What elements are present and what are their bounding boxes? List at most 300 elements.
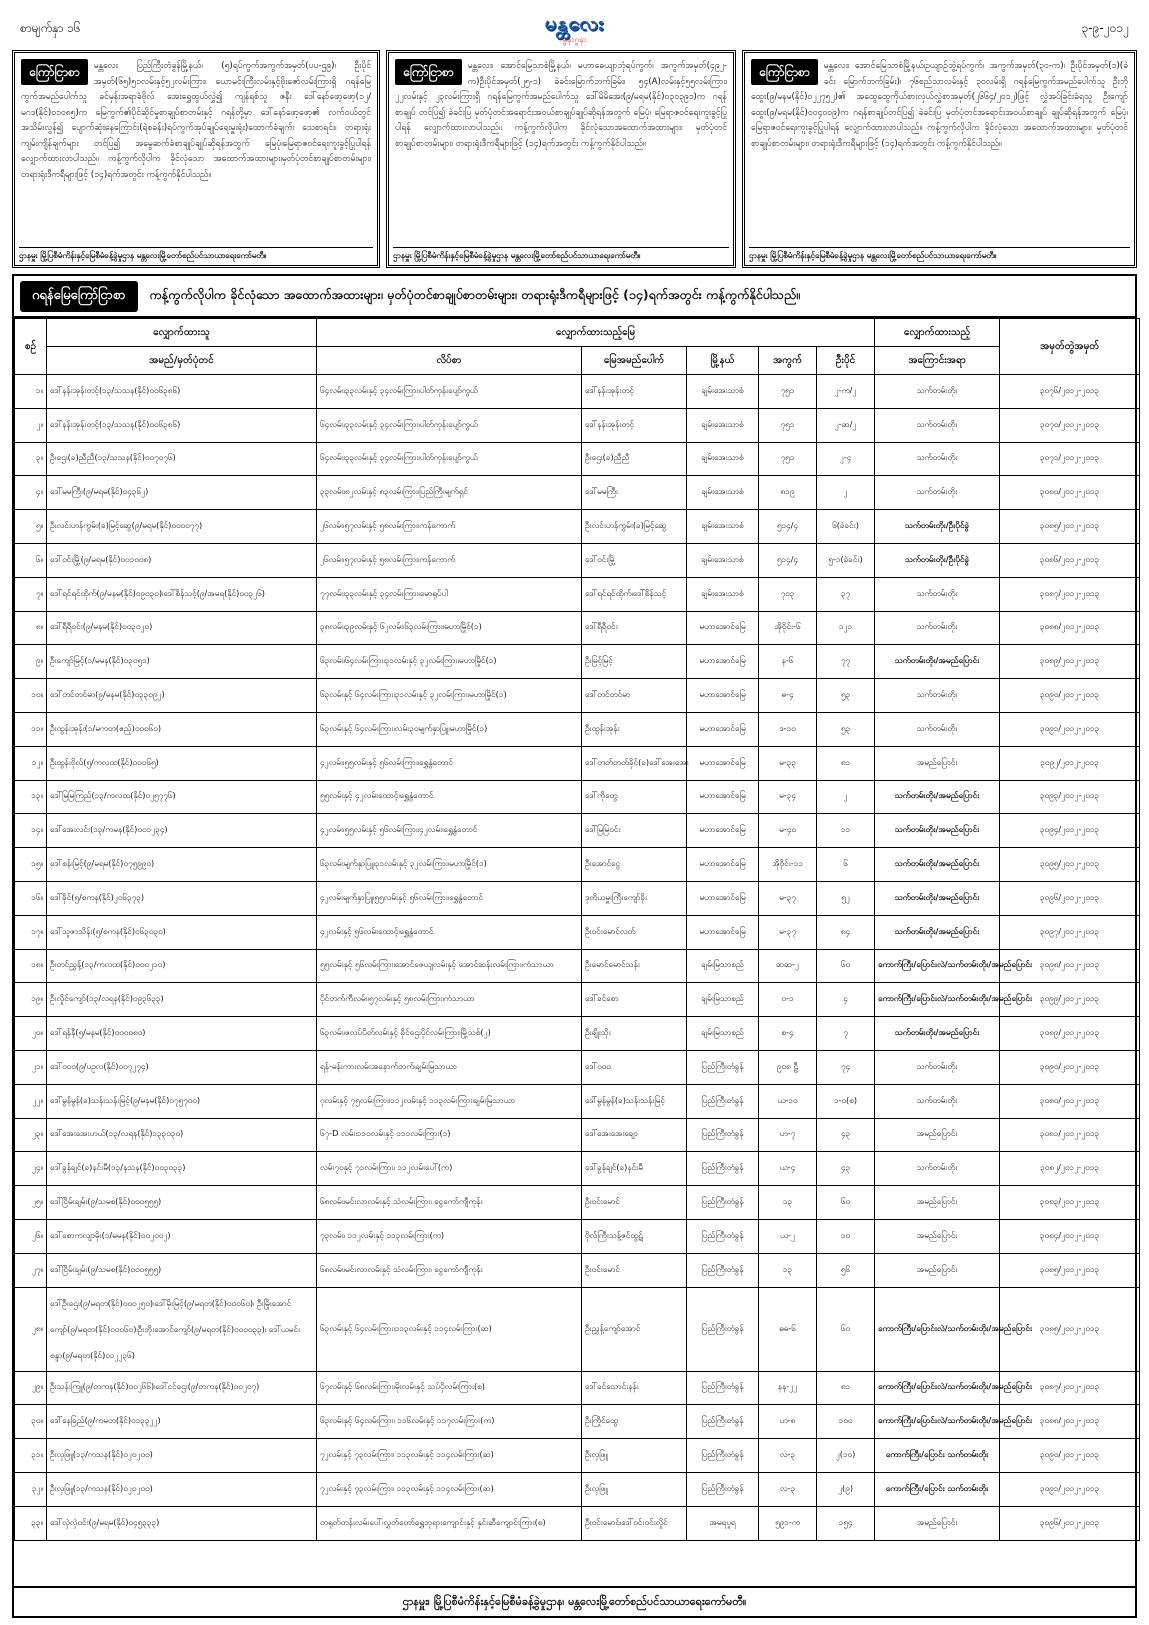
cell-owner: ဒေါ်မွန်မွန်(ခ)သန်းသန်းမြင့် [582, 1084, 687, 1118]
cell-reason: ကောက်ကြီး/ပြောင်းလဲ/သက်တမ်းတိုး/အမည်ပြောင်း [875, 1371, 1000, 1405]
cell-address: ရန်-မန်းကားလမ်းအနောက်ဘက်၊ချမ်းမြသာယာ [317, 1050, 582, 1084]
cell-address: ၇၇လမ်း၊၃၃လမ်းနှင့် ၃၄လမ်းကြား၊မောရုပ်ပါ [317, 577, 582, 611]
cell-applicant: ဦးကျော်မြင့်(၁/မမန(နိုင်)၀၃၀၅၁) [47, 645, 317, 679]
cell-applicant: ဒေါ်နန်းအုန်းတင့်(၁၃/သသန(နိုင်)၀၀၆၃၈၆) [47, 375, 317, 409]
table-row [15, 848, 1140, 882]
cell-plot: ၇၀၃ [759, 577, 817, 611]
cell-ref: ၃၀၉၀/၂၀၁၂-၂၀၁၃ [1000, 679, 1140, 713]
cell-ref: ၃၀၉၀/၂၀၁၂-၂၀၁၃ [1000, 1050, 1140, 1084]
cell-reason: သက်တမ်းတိုး/အမည်ပြောင်း [875, 1017, 1000, 1051]
notice-1 [12, 50, 380, 268]
cell-address: ဂုလမ်းနှင့် ၇၅လမ်းကြား၊၁၁၂လမ်းနှင့် ၁၁၃လမ်းကြား၊ချမ်းမြသာယာ [317, 1084, 582, 1118]
table-row [15, 1253, 1140, 1287]
cell-address: ၂၆လမ်း၊၅၇လမ်းနှင့် ၅၈လမ်းကြား၊ကန်ကောက် [317, 510, 582, 544]
cell-applicant: ဦးလှဖြူ(၁၃/ကသန(နိုင်)၀၂၀၂၀၀) [47, 1472, 317, 1506]
cell-reason: ကောက်ကြီး/ပြောင်း သက်တမ်းတိုး [875, 1472, 1000, 1506]
cell-holding: ၄၃ [817, 1152, 875, 1186]
cell-applicant: ဦးဌေး(ခ)ညီညီ(၁၃/သသန(နိုင်)၀၀၇၀၇၆) [47, 442, 317, 476]
cell-reason: ကောက်ကြီး/ပြောင်းလဲ/သက်တမ်းတိုး/အမည်ပြောင်း [875, 949, 1000, 983]
cell-ref: ၃၀၈၈/၂၀၁၂-၂၀၁၃ [1000, 1405, 1140, 1439]
cell-owner: ဦးအောင်ငွေ [582, 848, 687, 882]
cell-address: ၅၅လမ်းနှင့် ၅၆လမ်းကြား၊အောင်ဇေယျလမ်းနှင့် အောင်ဆန်းလမ်းကြား၊ကံသာယာ [317, 949, 582, 983]
cell-applicant: ဒေါ်ရန်နီ(၅/မနမ(နိုင်)၀၀၀၀၈၀) [47, 1017, 317, 1051]
cell-applicant: ဒေါ်ခိုင်(၅/စကန(နိုင်)၂၀၆၃၇၃) [47, 881, 317, 915]
cell-township: ပြည်ကြီးတံခွန် [687, 1219, 759, 1253]
cell-applicant: ဒေါ်ဝင်းမြို့(၉/မရမ(နိုင်)၀၀၁၀၀၈) [47, 543, 317, 577]
cell-plot: လ-၃ [759, 1439, 817, 1473]
cell-applicant: ဦးလှဖြူ(၁၃/ကသန(နိုင်)၀၂၀၂၀၀) [47, 1439, 317, 1473]
cell-reason: သက်တမ်းတိုး [875, 476, 1000, 510]
cell-holding: ၆(ခဲခင်း) [817, 510, 875, 544]
cell-address: ၄၂လမ်းမျက်နှာပြူ၊၅၅လမ်းနှင့် ၅၆လမ်းကြား၊ရွှေနွံတောင် [317, 881, 582, 915]
cell-township: မဟာအောင်မြေ [687, 712, 759, 746]
cell-owner: ဦးလင်းဟန်ကွမ်း(ခ)မြင့်ဆွေ [582, 510, 687, 544]
cell-reason: သက်တမ်းတိုး [875, 611, 1000, 645]
page-number: စာမျက်နှာ ၁၆ [20, 21, 81, 35]
cell-ref: ၃၀၈၃/၂၀၁၂-၂၀၁၃ [1000, 1186, 1140, 1220]
cell-no: ၄။ [15, 476, 47, 510]
cell-reason: ကောက်ကြီး/ပြောင်းလဲ/သက်တမ်းတိုး/အမည်ပြောင်း [875, 1405, 1000, 1439]
cell-township: မဟာအောင်မြေ [687, 780, 759, 814]
cell-ref: ၃၀၉၅/၂၀၁၂-၂၀၁၃ [1000, 848, 1140, 882]
cell-owner: ဒေါ်နန်းအုန်းတင့် [582, 408, 687, 442]
cell-applicant: ဦးသန်းကြူ(၉/တကန(နိုင်)၀၀၂၆၆)၊ဒေါ်ငင်ဌေး(၉/တကန(နိုင်)၀၀၂၀၇) [47, 1371, 317, 1405]
cell-applicant: ဒေါ်ရီရီဝင်း(၉/မနမ(နိုင်)၀၀၃၀၂၀) [47, 611, 317, 645]
cell-reason: ကောက်ကြီး/ပြောင်းလဲ/သက်တမ်းတိုး/အမည်ပြောင်း [875, 1287, 1000, 1371]
cell-township: ချမ်းမြသာစည် [687, 983, 759, 1017]
cell-address: ၇၃လမ်း၊ ၁၁၂လမ်းနှင့် ၁၁၃လမ်းကြား(က) [317, 1219, 582, 1253]
cell-plot: ၇၅၁ [759, 442, 817, 476]
cell-ref: ၃၀၉၃/၂၀၁၂-၂၀၁၃ [1000, 780, 1140, 814]
cell-reason: သက်တမ်းတိုး [875, 375, 1000, 409]
cell-address: ၆၄လမ်း၊၃၃လမ်းနှင့် ၃၄လမ်းကြား၊ပါတ်ကုန်းပျော်ကွယ် [317, 442, 582, 476]
cell-plot: ဒ-၁၀ [759, 712, 817, 746]
cell-owner: ဦးညွှန့်ကျော်အောင် [582, 1287, 687, 1371]
cell-plot: ဝ-၁ [759, 983, 817, 1017]
table-row [15, 1050, 1140, 1084]
cell-applicant: ဒေါ်အေးလင်း(၁၃/ကမန(နိုင်)၀၀၁၂၃၄) [47, 814, 317, 848]
table-row [15, 712, 1140, 746]
cell-address: ၆၃လမ်းနှင့် ၆၄လမ်းကြား၊၃၁လမ်းနှင့် ၃၂လမ်းကြား၊မဟာမြိုင်(၁) [317, 679, 582, 713]
cell-ref: ၃၀၉၁/၂၀၁၂-၂၀၁၃ [1000, 1472, 1140, 1506]
cell-ref: ၃၀၉၆/၂၀၁၂-၂၀၁၃ [1000, 1506, 1140, 1540]
cell-reason: သက်တမ်းတိုး/အမည်ပြောင်း [875, 780, 1000, 814]
cell-address: ၄၂လမ်းနှင့် ၅၆လမ်းထောင့်၊ရွှေနွံတောင် [317, 915, 582, 949]
col-reason: လျှောက်ထားသည့် [875, 319, 1000, 347]
cell-reason: သက်တမ်းတိုး/အမည်ပြောင်း [875, 814, 1000, 848]
cell-township: မဟာအောင်မြေ [687, 645, 759, 679]
cell-no: ၁၃။ [15, 780, 47, 814]
cell-owner: ဒေါ်မြမြဝင်း [582, 814, 687, 848]
cell-township: ပြည်ကြီးတံခွန် [687, 1050, 759, 1084]
cell-no: ၅။ [15, 510, 47, 544]
cell-holding: ၂ [817, 476, 875, 510]
col-applicant-sub: အမည်/မှတ်ပုံတင် [47, 347, 317, 375]
cell-ref: ၃၀၈၀/၂၀၁၂-၂၀၁၃ [1000, 476, 1140, 510]
page-header [12, 8, 1137, 48]
cell-holding: ၁၀ [817, 1219, 875, 1253]
cell-holding: ၁၀၀ [817, 1405, 875, 1439]
cell-township: ပြည်ကြီးတံခွန် [687, 1405, 759, 1439]
table-row [15, 476, 1140, 510]
cell-owner: ဒေါ်ဝင်းမြို့ [582, 543, 687, 577]
cell-applicant: ဒေါ်ခွန်ချင်(ခ)နင်းမီ(၁၃/နသန(နိုင်)၀၀၃၀၃၃) [47, 1152, 317, 1186]
cell-holding: ၄ [817, 983, 875, 1017]
cell-no: ၁၅။ [15, 848, 47, 882]
table-row [15, 915, 1140, 949]
table-row [15, 1219, 1140, 1253]
cell-holding: ၁၂၁ [817, 611, 875, 645]
cell-owner: ဦးလှဖြူ [582, 1472, 687, 1506]
cell-no: ၁၀။ [15, 679, 47, 713]
cell-plot: မ-၃၄ [759, 780, 817, 814]
cell-address: ၆၃လမ်းနှင့် ၆၄လမ်းကြား၊လမ်း၃၀မျက်နှာပြူ၊မဟာမြိုင်(၁) [317, 712, 582, 746]
cell-ref: ၃၀၈၆/၂၀၁၂-၂၀၁၃ [1000, 543, 1140, 577]
cell-reason: သက်တမ်းတိုး [875, 577, 1000, 611]
notice-footer: ဌာနမှူး မြို့ပြစီမံကိန်းနှင့်မြေစီမံခန့်ခွဲမှုဌာန မန္တလေးမြို့တော်စည်ပင်သာယာရေးကော်မတီ။ [19, 247, 373, 262]
cell-no: ၆။ [15, 543, 47, 577]
cell-applicant: ဒေါ်အေးအေးဟယ်(၁၃/လရန(နိုင်)၁၃၃၀၃၀) [47, 1118, 317, 1152]
cell-holding: ၃၇ [817, 577, 875, 611]
cell-township: ပြည်ကြီးတံခွန် [687, 1371, 759, 1405]
cell-no: ၃၀။ [15, 1405, 47, 1439]
notice-footer: ဌာနမှူး မြို့ပြစီမံကိန်းနှင့်မြေစီမံခန့်ခွဲမှုဌာန မန္တလေးမြို့တော်စည်ပင်သာယာရေးကော်မတီ။ [393, 247, 729, 262]
cell-address: လမ်း၇၀နှင့် ၇၁လမ်းကြား၊ ၁၁၂လမ်းပေါ်(က) [317, 1152, 582, 1186]
cell-plot: ၈၁၉ [759, 476, 817, 510]
notice-body: မန္တလေး၊ အောင်မြေသာစံမြို့နယ်၊ မဟာဓေယျာဘုံရပ်ကွက်၊ အကွက်အမှတ်(၄၉၂-က)ဦးပိုင်အမှတ်(၂၅-၁) ခဲခင်းမြောက်ဘက်ခြမ်း၊ ၅၄(A)လမ်းနှင့်၅၅လမ်းကြား၊ ၂၂လမ်းနှင့် ၂၃လမ်းကြားရှိ ဂရန်မြေကွက်အမည်ပေါက်သူ ဒေါ်မိမိအေး(၉/မရမ(နိုင်)၀၃၀၃၉၁)က ဂရန်စာချုပ် တင်ပြ၍ ခဲခင်းပြ မှတ်ပုံတင်အရောင်းအဝယ်စာချုပ်ချုပ်ဆိုရန်အတွက် မြေပုံ၊ မြေရာဇဝင်ရေးကူးခွင့်ပြုပါရန် လျှောက်ထားလာပါသည်။ ကန့်ကွက်လိုပါက ခိုင်လုံသောအထောက်အထားများ၊ မှတ်ပုံတင်စာချုပ်စာတမ်းများ၊ တရားရုံးဒီကရီများဖြင့် (၁၄)ရက်အတွင်း ကန့်ကွက်နိုင်ပါသည်။ [395, 61, 727, 149]
cell-applicant: ဒေါ်မွန်မွန်(ခ)သန်းသန်းမြင့်(၉/မနမ(နိုင်)၀၇၅၇၀၀) [47, 1084, 317, 1118]
cell-no: ၂။ [15, 408, 47, 442]
cell-plot: ယ-၄ [759, 1152, 817, 1186]
cell-owner: ဦးချိုးသိုး [582, 1017, 687, 1051]
cell-holding: ၆၀ [817, 1186, 875, 1220]
cell-owner: ဗိုလ်ကြီးသန့်ဇင်ထွဋ် [582, 1219, 687, 1253]
cell-address: တရုတ်တန်းလမ်းပေါ်၊လွှတ်တော်ရွှေဘုရားကျောင်းနှင့် နှင်းဆီကျောင်းကြား(စ) [317, 1506, 582, 1540]
cell-township: ချမ်းအေးသာစံ [687, 408, 759, 442]
cell-owner: ဦးဝင်းမောင်၊ဒေါ်ဝင်းဝင်းလှိုင် [582, 1506, 687, 1540]
issue-date: ၃-၉-၂၀၁၂ [1081, 21, 1129, 35]
cell-plot: လ-၃ [759, 1472, 817, 1506]
cell-reason: သက်တမ်းတိုး [875, 1152, 1000, 1186]
cell-no: ၂၅။ [15, 1186, 47, 1220]
table-row [15, 408, 1140, 442]
notice-badge: ကြော်ငြာစာ [751, 59, 818, 85]
cell-holding: ၁၁ [817, 814, 875, 848]
header-row-1 [15, 319, 1140, 347]
cell-address: ၇၂လမ်းနှင့် ၇၃လမ်းကြား၊ ၁၁၃လမ်းနှင့် ၁၁၄လမ်းကြား(ဆ) [317, 1472, 582, 1506]
cell-holding: ၂-၄ [817, 442, 875, 476]
cell-plot: ယ-၁၀ [759, 1084, 817, 1118]
table-row [15, 577, 1140, 611]
cell-reason: သက်တမ်းတိုး [875, 1084, 1000, 1118]
cell-township: အမရပူရ [687, 1506, 759, 1540]
cell-ref: ၃၀၈၂/၂၀၁၂-၂၀၁၃ [1000, 1152, 1140, 1186]
cell-address: ၄၂လမ်း၊၅၅လမ်းနှင့် ၅၆လမ်းကြား၊ရွှေနွံတောင် [317, 746, 582, 780]
cell-owner: ဦးဝင်းမောင် [582, 1253, 687, 1287]
cell-ref: ၃၀၉၀/၂၀၁၂-၂၀၁၃ [1000, 1439, 1140, 1473]
cell-ref: ၃၀၈၉/၂၀၁၂-၂၀၁၃ [1000, 1017, 1140, 1051]
cell-ref: ၃၀၈၅/၂၀၁၂-၂၀၁၃ [1000, 510, 1140, 544]
cell-no: ၂၃။ [15, 1118, 47, 1152]
cell-address: ၆၃လမ်းနှင့် ၆၄လမ်းကြား၊၁၁၃လမ်းနှင့် ၁၁၄လမ်းကြား(ဆ) [317, 1287, 582, 1371]
cell-township: မဟာအောင်မြေ [687, 848, 759, 882]
cell-township: မဟာအောင်မြေ [687, 915, 759, 949]
register-table [14, 318, 1140, 1541]
cell-applicant: ဒေါ်စောကလျာမိုး(၁/မမန(နိုင်)၀၀၂၀၀၂) [47, 1219, 317, 1253]
cell-address: ၆၄လမ်း၊၃၃လမ်းနှင့် ၃၄လမ်းကြား၊ပါတ်ကုန်းပျော်ကွယ် [317, 408, 582, 442]
cell-no: ၃၂။ [15, 1472, 47, 1506]
table-row [15, 1405, 1140, 1439]
cell-ref: ၃၀၈၀/၂၀၁၂-၂၀၁၃ [1000, 1084, 1140, 1118]
register-body [15, 375, 1140, 1541]
cell-township: မဟာအောင်မြေ [687, 881, 759, 915]
cell-holding: ၄၃ [817, 1118, 875, 1152]
cell-ref: ၃၀၉၉/၂၀၁၂-၂၀၁၃ [1000, 983, 1140, 1017]
cell-ref: ၃၀၇၁/၂၀၁၂-၂၀၁၃ [1000, 442, 1140, 476]
cell-owner: ဦးဌေး(ခ)ညီညီ [582, 442, 687, 476]
cell-ref: ၃၀၈၄/၂၀၁၂-၂၀၁၃ [1000, 1219, 1140, 1253]
col-reason-sub: အကြောင်းအရာ [875, 347, 1000, 375]
table-row [15, 780, 1140, 814]
cell-reason: သက်တမ်းတိုး [875, 442, 1000, 476]
cell-reason: သက်တမ်းတိုး/အမည်ပြောင်း [875, 881, 1000, 915]
table-row [15, 442, 1140, 476]
table-row [15, 1439, 1140, 1473]
cell-ref: ၃၀၈၈/၂၀၁၂-၂၀၁၃ [1000, 611, 1140, 645]
cell-reason: ကောက်ကြီး/ပြောင်းလဲ/သက်တမ်းတိုး/အမည်ပြောင်း [875, 983, 1000, 1017]
table-row [15, 543, 1140, 577]
cell-ref: ၃၀၈၁/၂၀၁၂-၂၀၁၃ [1000, 1118, 1140, 1152]
cell-no: ၂၁။ [15, 1050, 47, 1084]
cell-plot: အိုဝိုင်း-၆ [759, 611, 817, 645]
cell-township: ပြည်ကြီးတံခွန် [687, 1118, 759, 1152]
cell-owner: ဒေါ်မမကြီး [582, 476, 687, 510]
cell-plot: မ-၃၃ [759, 746, 817, 780]
cell-township: ချမ်းအေးသာစံ [687, 510, 759, 544]
cell-reason: သက်တမ်းတိုး [875, 408, 1000, 442]
cell-address: ၆၄လမ်း၊၃၃လမ်းနှင့် ၃၄လမ်းကြား၊ပါတ်ကုန်းပျော်ကွယ် [317, 375, 582, 409]
cell-ref: ၃၀၉၈/၂၀၁၂-၂၀၁၃ [1000, 949, 1140, 983]
cell-township: ချမ်းအေးသာစံ [687, 442, 759, 476]
cell-plot: အိုဝိုင်း-၁၁ [759, 848, 817, 882]
cell-ref: ၃၀၉၄/၂၀၁၂-၂၀၁၃ [1000, 814, 1140, 848]
cell-township: ပြည်ကြီးတံခွန် [687, 1287, 759, 1371]
cell-plot: ဟ-၇ [759, 1118, 817, 1152]
cell-no: ၁၂။ [15, 746, 47, 780]
cell-township: မဟာအောင်မြေ [687, 611, 759, 645]
cell-holding: ၁-၀(စ) [817, 1084, 875, 1118]
cell-holding: ၂(၉) [817, 1472, 875, 1506]
cell-owner: ဒေါ်ခင်စော [582, 983, 687, 1017]
cell-no: ၁။ [15, 375, 47, 409]
cell-no: ၁၁။ [15, 712, 47, 746]
cell-address: ၆၃လမ်း၊၆၄လမ်းကြား၊၃၁လမ်းနှင့် ၃၂လမ်းကြား၊မဟာမြိုင်(၁) [317, 645, 582, 679]
cell-applicant: ဦးလှိုင်ကျော်(၁၃/လရန(နိုင်)၀၉၃၆၃၃) [47, 983, 317, 1017]
cell-owner: ဒေါ်ဝဝဝ [582, 1050, 687, 1084]
cell-holding: ၇၄ [817, 1050, 875, 1084]
cell-no: ၃။ [15, 442, 47, 476]
cell-owner: ဦးထွန်းအုန်း [582, 712, 687, 746]
cell-reason: သက်တမ်းတိုး [875, 1050, 1000, 1084]
cell-plot: ဓဓ-၆ [759, 1287, 817, 1371]
cell-reason: သက်တမ်းတိုး/ဦးပိုင်ခွဲ [875, 510, 1000, 544]
cell-plot: နန-၂၂ [759, 1371, 817, 1405]
cell-address: ၆၈လမ်း၊မင်းလာလမ်းနှင့် သံလမ်းကြား၊ ငွေကော်ကျီကုန်း [317, 1186, 582, 1220]
cell-reason: သက်တမ်းတိုး [875, 679, 1000, 713]
register-footer: ဌာနမှူး၊ မြို့ပြစီမံကိန်းနှင့်မြေစီမံခန့်ခွဲမှုဌာန၊ မန္တလေးမြို့တော်စည်ပင်သာယာရေးကော်မတီ။ [14, 1586, 1135, 1616]
cell-applicant: ဒေါ်ဝဝဝ(၉/ပဥလ(နိုင်)၀၀၇၂၇၄) [47, 1050, 317, 1084]
cell-no: ၂၄။ [15, 1152, 47, 1186]
cell-reason: သက်တမ်းတိုး/အမည်ပြောင်း [875, 848, 1000, 882]
cell-ref: ၃၀၇၆/၂၀၁၂-၂၀၁၃ [1000, 375, 1140, 409]
cell-no: ၁၈။ [15, 949, 47, 983]
cell-address: ၂၆လမ်း၊၅၇လမ်းနှင့် ၅၈လမ်းကြား၊ကန်ကောက် [317, 543, 582, 577]
cell-no: ၁၉။ [15, 983, 47, 1017]
table-row [15, 983, 1140, 1017]
table-row [15, 645, 1140, 679]
cell-owner: ဒုတိယမှူးကြီးကျော်ခိုး [582, 881, 687, 915]
notice-footer: ဌာနမှူး မြို့ပြစီမံကိန်းနှင့်မြေစီမံခန့်ခွဲမှုဌာန မန္တလေးမြို့တော်စည်ပင်သာယာရေးကော်မတီ။ [749, 247, 1130, 262]
cell-holding: ၅၂ [817, 881, 875, 915]
cell-holding: ၆ [817, 848, 875, 882]
cell-ref: ၃၀၈၇/၂၀၁၂-၂၀၁၃ [1000, 577, 1140, 611]
cell-ref: ၃၀၉၆/၂၀၁၂-၂၀၁၃ [1000, 881, 1140, 915]
cell-plot: စ-၄ [759, 1017, 817, 1051]
cell-address: ၇၂လမ်းနှင့် ၇၃လမ်းကြား၊ ၁၁၃လမ်းနှင့် ၁၁၄လမ်းကြား(ဆ) [317, 1439, 582, 1473]
cell-no: ၃၃။ [15, 1506, 47, 1540]
col-applicant: လျှောက်ထားသူ [47, 319, 317, 347]
col-township: မြို့နယ် [687, 347, 759, 375]
register-badge: ဂရန်မြေကြော်ငြာစာ [20, 281, 138, 312]
cell-no: ၁၆။ [15, 881, 47, 915]
cell-applicant: ဒေါ်နန်းအုန်းတင့်(၁၃/သသန(နိုင်)၀၀၆၃၈၆) [47, 408, 317, 442]
cell-owner: ဒေါ်ရင်ရင်ထိုက်၊ဒေါ်စိန်သင့် [582, 577, 687, 611]
cell-address: ၆၇-D လမ်း၊၁၁၀လမ်းနှင့် ၁၁၁လမ်းကြား(၁) [317, 1118, 582, 1152]
notice-2 [386, 50, 736, 268]
cell-holding: ၅၆ [817, 1253, 875, 1287]
cell-owner: ဦးလှဖြူ [582, 1439, 687, 1473]
cell-owner: ဒေါ်ကိုတွေ [582, 780, 687, 814]
cell-holding: ၅၃ [817, 679, 875, 713]
table-row [15, 1371, 1140, 1405]
cell-no: ၂၀။ [15, 1017, 47, 1051]
table-row [15, 1118, 1140, 1152]
cell-no: ၈။ [15, 611, 47, 645]
cell-owner: ဒေါ်ရီရီဝင်း [582, 611, 687, 645]
cell-no: ၂၉။ [15, 1371, 47, 1405]
table-row [15, 1017, 1140, 1051]
table-row [15, 814, 1140, 848]
cell-holding: ၂-ဆ/၂ [817, 408, 875, 442]
cell-plot: န-၆ [759, 645, 817, 679]
cell-township: ချမ်းမြသာစည် [687, 1017, 759, 1051]
table-row [15, 949, 1140, 983]
cell-holding: ၈၄ [817, 915, 875, 949]
cell-plot: ၇၅၁ [759, 408, 817, 442]
register-heading [14, 276, 1135, 318]
cell-township: ပြည်ကြီးတံခွန် [687, 1186, 759, 1220]
cell-address: ၄၂လမ်း၊၅၅လမ်းနှင့် ၅၆လမ်းကြား၊၄၂လမ်း၊ရွှေနွံတောင် [317, 814, 582, 848]
notice-body: မန္တလေး ပြည်ကြီးတံခွန်မြို့နယ်၊ (၅)ရပ်ကွက်အကွက်အမှတ်(ပပ-ဌ၉)၊ ဦးပိုင်အမှတ်(၆၅)၅၁လမ်းနှင့်၅၂လမ်းကြား၊ ယောမင်းကြီးလမ်းနှင့်ဗိုးဇော်လမ်းကြားရှိ ဂရန်မြေကွက်အမည်ပေါက်သူ ခင်မှန်းအရာခံဗိုလ် အေးရွှေထွယ်လွှဲ၍ ကျန်ရစ်သူ ဇနီး ဒေါ်နော်ဖော့ဖော့(၁၂/မဂဒ(နိုင်)၀၁၀၈၅)က မြေကွက်၏ပိုင်ဆိုင်မှုစာချုပ်စာတမ်းနှင့် ဂရန်တို့မှာ ဒေါ်နော်ဖော့ဖော့၏ လက်ဝယ်တွင် အသိမ်းလွန်၍ ပျောက်ဆုံးနေကြောင်း(ရဲစခန်း)ရပ်ကွက်အုပ်ချုပ်ရေးမှူးရုံး)ထောက်ခံချက်၊ သေစာရင်း၊ တရားရုံးကျမ်းကျိန်ချက်များ တင်ပြ၍ အမွေဆက်ခံစာချုပ်ချုပ်ဆိုရန်အတွက် မြေပုံ၊မြေရာဇဝင်ရေးကူးခွင့်ပြုပါရန် လျှောက်ထားလာပါသည်။ ကန့်ကွက်လိုပါက ခိုင်လုံသော အထောက်အထားများ၊မှတ်ပုံတင်စာချုပ်စာတမ်းများ၊ တရားရုံးဒီကရီများဖြင့် (၁၄)ရက်အတွင်း ကန့်ကွက်နိုင်ပါသည်။ [21, 61, 371, 180]
cell-owner: ဦးမောင်မောင်သန်း [582, 949, 687, 983]
cell-plot: ဟ-၈ [759, 1405, 817, 1439]
cell-ref: ၃၀၈၅/၂၀၁၂-၂၀၁၃ [1000, 1253, 1140, 1287]
cell-plot: ၅၁၄/၄ [759, 543, 817, 577]
register-title: ကန့်ကွက်လိုပါက ခိုင်လုံသော အထောက်အထားများ၊ မှတ်ပုံတင်စာချုပ်စာတမ်းများ၊ တရားရုံးဒီကရီများဖြင့် (၁၄)ရက်အတွင်း ကန့်ကွက်နိုင်ပါသည်။ [149, 286, 800, 302]
cell-holding: ၂ [817, 780, 875, 814]
cell-reason: သက်တမ်းတိုး/အမည်ပြောင်း [875, 915, 1000, 949]
cell-owner: ဦးဝင်းမောင် [582, 1186, 687, 1220]
notice-section [12, 50, 1137, 268]
table-row [15, 375, 1140, 409]
col-plot: အကွက် [759, 347, 817, 375]
col-holding: ဦးပိုင် [817, 347, 875, 375]
notice-badge: ကြော်ငြာစာ [21, 59, 88, 85]
col-land: လျှောက်ထားသည့်မြေ [317, 319, 875, 347]
cell-applicant: ဒေါ်တင်တင်မာ(၉/မနမ(နိုင်)၀၃၃၀၉၂) [47, 679, 317, 713]
cell-address: ၆၈လမ်း၊မင်းလာလမ်းနှင့် သံလမ်းကြား၊ ငွေကော်ကျီကုန်း [317, 1253, 582, 1287]
cell-township: မဟာအောင်မြေ [687, 746, 759, 780]
cell-owner: ဒေါ်ခင်သောင်းနန်း [582, 1371, 687, 1405]
cell-plot: ၅၁၄/၄ [759, 510, 817, 544]
cell-holding: ၇၇ [817, 645, 875, 679]
cell-township: ပြည်ကြီးတံခွန် [687, 1472, 759, 1506]
cell-owner: ဒေါ်တတ်တတ်ခိုင်(ခ)ဒေါ်အေးအေး [582, 746, 687, 780]
cell-owner: ဦးမြင့်မြင့် [582, 645, 687, 679]
col-no: စဉ် [15, 319, 47, 375]
cell-no: ၁၄။ [15, 814, 47, 848]
cell-applicant: ဒေါ်မြမြကြည်(၁၃/ကလထ(နိုင်)၀၂၅၇၇၆) [47, 780, 317, 814]
cell-ref: ၃၀၈၉/၂၀၁၂-၂၀၁၃ [1000, 645, 1140, 679]
cell-ref: ၃၀၉၁/၂၀၁၂-၂၀၁၃ [1000, 712, 1140, 746]
table-row [15, 611, 1140, 645]
cell-ref: ၃၀၉၇/၂၀၁၂-၂၀၁၃ [1000, 915, 1140, 949]
cell-holding: ၆၀ [817, 949, 875, 983]
cell-reason: ကောက်ကြီး/ပြောင်း သက်တမ်းတိုး [875, 1439, 1000, 1473]
cell-reason: သက်တမ်းတိုး/ဦးပိုင်ခွဲ [875, 543, 1000, 577]
cell-holding: ၆၀ [817, 1287, 875, 1371]
cell-plot: မ-၃၇ [759, 881, 817, 915]
cell-applicant: ဒေါ်သူဇာသိန်း(၅/စကန(နိုင်)၀၆၃၀၃၀) [47, 915, 317, 949]
cell-township: ပြည်ကြီးတံခွန် [687, 1084, 759, 1118]
cell-address: ၃၃လမ်း၊၈၂လမ်းနှင့် ၈၃လမ်းကြား၊ပြည်ကြီးမျက်ရှင် [317, 476, 582, 510]
cell-holding: ၁၅၄ [817, 1506, 875, 1540]
cell-plot: ၁၃ [759, 1186, 817, 1220]
cell-ref: ၃၀၈၇/၂၀၁၂-၂၀၁၃ [1000, 1371, 1140, 1405]
cell-township: ချမ်းအေးသာစံ [687, 577, 759, 611]
cell-address: ၆၃လမ်း၊ဇလပ်ပိတ်လမ်းနှင့် ခိုင်ဌေးပိုင်လမ်းကြား၊မြို့သစ်(၂) [317, 1017, 582, 1051]
table-row [15, 1186, 1140, 1220]
cell-holding: ၈၁ [817, 746, 875, 780]
cell-township: ပြည်ကြီးတံခွန် [687, 1253, 759, 1287]
cell-plot: မ-၄၀ [759, 814, 817, 848]
table-row [15, 1506, 1140, 1540]
cell-applicant: ဒေါ်ငြိမ်းချမ်း(၉/သမစ(နိုင်)၀၀၀၅၅၅) [47, 1253, 317, 1287]
notice-3 [742, 50, 1137, 268]
cell-owner: ဒေါ်တင်တင်မာ [582, 679, 687, 713]
cell-plot: ဆဆ-၂ [759, 949, 817, 983]
table-row [15, 1472, 1140, 1506]
cell-address: ၃၈လမ်း၊၃၉လမ်းနှင့် ၆၂လမ်း၊၆၃လမ်းကြား၊မဟာမြိုင်(၁) [317, 611, 582, 645]
cell-applicant: ဒေါ်ဦးဌေး(၉/မရတ(နိုင်)၀၀၀၂၅၀)၊ဒေါ်မိုးမြင့်(၉/မရတ(နိုင်)၀၀၀၆၀)၊ ဦးမြိုးအောင်ကျော်(၉/မရတ(နိုင်)၀၀၀၆၀)၊ဦးဘိုးအောင်ကျော်(၉/မရတ(နိုင်)၀၀၀၀၃၃)၊ ဒေါ်ယမင်းစန္ဒာ(၉/မရတ(နိုင်)၀၁၂၂၃၆) [47, 1287, 317, 1371]
cell-township: ချမ်းအေးသာစံ [687, 543, 759, 577]
masthead-logo [505, 10, 645, 44]
cell-no: ၂၇။ [15, 1253, 47, 1287]
cell-holding: ၂(၁၀) [817, 1439, 875, 1473]
cell-applicant: ဦးထွန်းအုန်း(၁/မကတ(ဧည့်)၀၀၀၆၀) [47, 712, 317, 746]
table-row [15, 679, 1140, 713]
cell-reason: အမည်ပြောင်း [875, 1118, 1000, 1152]
